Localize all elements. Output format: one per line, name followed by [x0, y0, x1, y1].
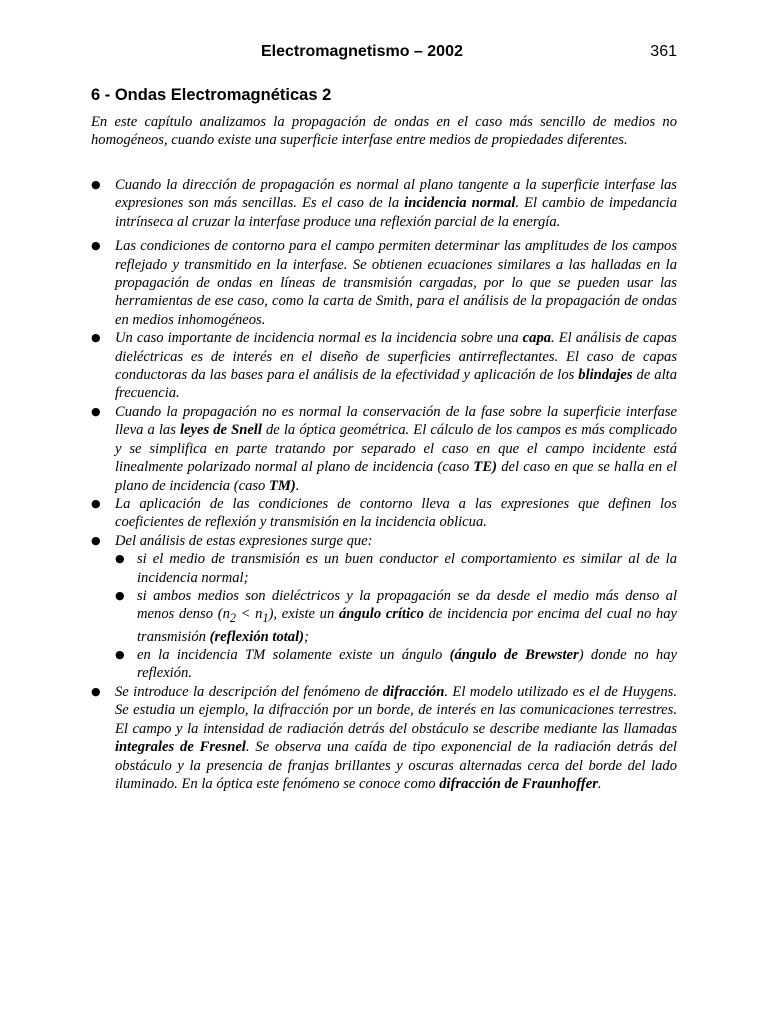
text-run: Cuando la propagación no es normal la conservación de la fase sobre la superficie interfase lleva a las [115, 403, 677, 439]
text-run: < n [235, 606, 263, 623]
term-incidencia-normal: incidencia normal [404, 195, 516, 212]
sub-item-buen-conductor [115, 550, 677, 587]
term-angulo-brewster: (ángulo de Brewster [449, 647, 579, 664]
bullet-icon: ● [91, 239, 101, 253]
sub-item-dielectricos [115, 587, 677, 646]
book-title: Electromagnetismo – 2002 [261, 43, 463, 60]
list-item-analisis [91, 532, 677, 683]
list-item-capa [91, 329, 677, 403]
bullet-icon: ● [115, 588, 125, 602]
text-run: Las condiciones de contorno para el campo permiten determinar las amplitudes de los campos reflejado y transmitido en la interfase. Se obtienen ecuaciones similares a las halladas en la propagación de ondas en líneas de transmisión cargadas, por lo que se pueden usar las herramientas de ese caso, como la carta de Smith, para el análisis de la propagación de ondas en medios inhomogéneos. [115, 238, 677, 328]
text-run: Se introduce la descripción del fenómeno de [115, 683, 383, 700]
term-leyes-snell: leyes de Snell [179, 422, 262, 439]
term-blindajes: blindajes [578, 367, 633, 384]
list-item-difraccion [91, 683, 677, 793]
text-run: ), existe un [268, 606, 339, 623]
text-run: ) donde no hay reflexión. [137, 647, 677, 682]
text-run: La aplicación de las condiciones de contorno lleva a las expresiones que definen los coeficientes de reflexión y transmisión en la incidencia oblicua. [115, 495, 677, 531]
list-item-snell [91, 403, 677, 495]
running-header [91, 40, 677, 64]
text-run: Cuando la dirección de propagación es normal al plano tangente a la superficie interfase las expresiones son más sencillas. Es el caso de la [115, 177, 677, 212]
term-angulo-critico: ángulo crítico [338, 606, 424, 623]
text-run: . El análisis de capas dieléctricas es de interés en el diseño de superficies antirreflectantes. El caso de capas conductoras da las bases para el análisis de la efectividad y aplicación de los [115, 330, 677, 384]
text-run: . El cambio de impedancia intrínseca al cruzar la interfase produce una reflexión parcial de la energía. [115, 195, 677, 230]
text-run: . [597, 775, 602, 792]
term-capa: capa [522, 330, 552, 347]
subscript: 2 [229, 611, 236, 626]
text-run: Un caso importante de incidencia normal es la incidencia sobre una [115, 330, 523, 347]
term-reflexion-total: (reflexión total) [209, 628, 305, 645]
list-item-incidencia-normal [91, 176, 677, 231]
sub-list [115, 550, 677, 683]
term-difraccion-fraunhoffer: difracción de Fraunhoffer [439, 775, 598, 792]
text-run: Del análisis de estas expresiones surge que: [115, 532, 373, 549]
text-run: de incidencia por encima del cual no hay transmisión [137, 606, 678, 645]
text-run: . El modelo utilizado es el de Huygens. Se estudia un ejemplo, la difracción por un borde, de interés en las comunicaciones terrestres. El campo y la intensidad de radiación detrás del obstáculo se describe mediante las llamadas [115, 683, 677, 737]
term-integrales-fresnel: integrales de Fresnel [115, 739, 246, 756]
bullet-icon: ● [91, 496, 101, 510]
list-item-condiciones-contorno [91, 237, 677, 329]
bullet-icon: ● [115, 552, 125, 566]
text-run: si ambos medios son dieléctricos y la propagación se da desde el medio más denso al menos denso (n [137, 587, 677, 623]
page-number: 361 [650, 43, 677, 60]
bullet-icon: ● [91, 404, 101, 418]
bullet-icon: ● [91, 331, 101, 345]
text-run: si el medio de transmisión es un buen conductor el comportamiento es similar al de la incidencia normal; [137, 551, 677, 586]
text-run: de la óptica geométrica. El cálculo de los campos es más complicado y se simplifica en parte tratando por separado el caso en que el campo incidente está linealmente polarizado normal al plano de incidencia (caso [115, 422, 677, 476]
text-run: en la incidencia TM solamente existe un ángulo [137, 647, 450, 664]
bullet-icon: ● [91, 684, 101, 698]
subscript: 1 [262, 611, 269, 626]
list-item-coeficientes [91, 495, 677, 532]
term-te: TE) [473, 459, 497, 476]
summary-list [91, 176, 677, 793]
bullet-icon: ● [115, 648, 125, 662]
term-tm: TM) [269, 477, 296, 494]
text-run: de alta frecuencia. [115, 367, 678, 402]
chapter-intro: En este capítulo analizamos la propagación de ondas en el caso más sencillo de medios no homogéneos, cuando existe una superficie interfase entre medios de propiedades diferentes. [91, 114, 677, 149]
text-run: del caso en que se halla en el plano de incidencia (caso [115, 459, 677, 494]
text-run: . Se observa una caída de tipo exponencial de la radiación detrás del obstáculo y la presencia de franjas brillantes y oscuras alternadas cerca del borde del lado iluminado. En la óptica este fenómeno se conoce como [115, 739, 677, 792]
text-run: . [295, 477, 300, 494]
sub-item-brewster [115, 646, 677, 683]
bullet-icon: ● [91, 178, 101, 191]
term-difraccion: difracción [382, 683, 445, 700]
text-run: ; [304, 628, 309, 645]
bullet-icon: ● [91, 533, 101, 547]
chapter-title: 6 - Ondas Electromagnéticas 2 [91, 86, 332, 104]
